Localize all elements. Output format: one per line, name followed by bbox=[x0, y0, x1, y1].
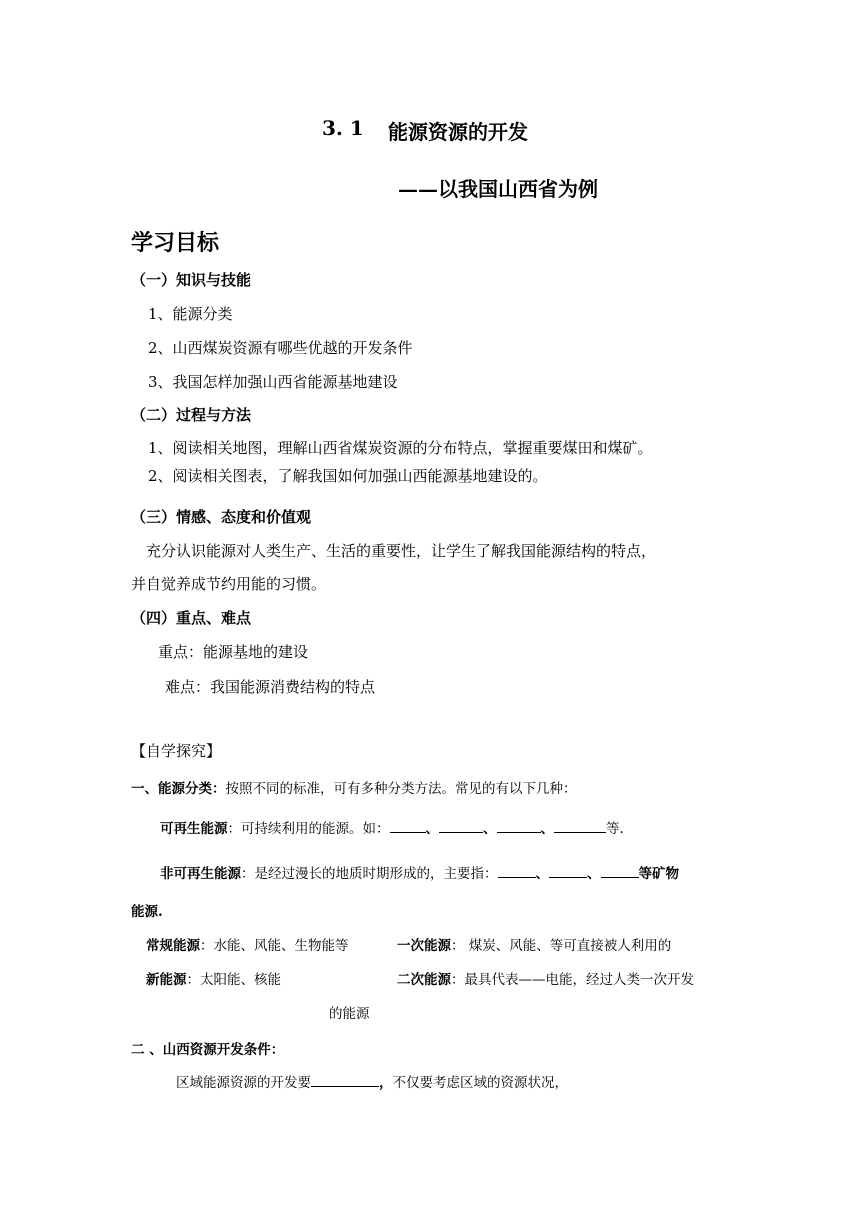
page-title: 能源资源的开发 bbox=[388, 120, 528, 144]
separator: 、 bbox=[483, 821, 497, 837]
nonrenewable-blank-1[interactable] bbox=[498, 863, 536, 878]
new-energy-text: ：太阳能、核能 bbox=[186, 972, 281, 988]
renewable-end: 等. bbox=[606, 821, 624, 837]
conventional-label: 常规能源 bbox=[146, 938, 200, 954]
separator: 、 bbox=[540, 821, 554, 837]
energy-classification-text: 按照不同的标准，可有多种分类方法。常见的有以下几种： bbox=[225, 781, 577, 797]
key-point: 重点：能源基地的建设 bbox=[158, 643, 309, 661]
conditions-comma: ， bbox=[379, 1075, 393, 1091]
section-values-heading: （三）情感、态度和价值观 bbox=[131, 508, 312, 526]
nonrenewable-label: 非可再生能源 bbox=[160, 866, 241, 882]
new-energy bbox=[146, 968, 281, 988]
secondary-energy bbox=[397, 968, 694, 988]
conditions-text-a: 区域能源资源的开发要 bbox=[176, 1075, 311, 1091]
primary-text: ： 煤炭、风能、等可直接被人利用的 bbox=[451, 938, 672, 954]
nonrenewable-end: 等矿物 bbox=[638, 866, 679, 882]
separator: 、 bbox=[587, 866, 601, 882]
process-item-2: 2、阅读相关图表，了解我国如何加强山西能源基地建设的。 bbox=[148, 467, 548, 485]
new-energy-label: 新能源 bbox=[146, 972, 187, 988]
energy-classification-label: 一、能源分类： bbox=[131, 781, 226, 797]
process-item-1: 1、阅读相关地图，理解山西省煤炭资源的分布特点，掌握重要煤田和煤矿。 bbox=[148, 439, 653, 457]
page-subtitle: ——以我国山西省为例 bbox=[398, 177, 598, 201]
shanxi-conditions-heading: 二 、山西资源开发条件： bbox=[131, 1042, 285, 1058]
title-number: 3. 1 bbox=[322, 116, 364, 140]
conditions-text-c: 不仅要考虑区域的资源状况， bbox=[392, 1075, 568, 1091]
renewable-label: 可再生能源 bbox=[160, 821, 228, 837]
nonrenewable-blank-3[interactable] bbox=[601, 863, 639, 878]
section-key-heading: （四）重点、难点 bbox=[131, 609, 252, 627]
section-knowledge-heading: （一）知识与技能 bbox=[131, 271, 252, 289]
renewable-text: ：可持续利用的能源。如： bbox=[227, 821, 390, 837]
primary-energy bbox=[397, 934, 671, 954]
secondary-label: 二次能源 bbox=[397, 972, 451, 988]
separator: 、 bbox=[425, 821, 439, 837]
primary-label: 一次能源 bbox=[397, 938, 451, 954]
renewable-blank-2[interactable] bbox=[439, 818, 483, 833]
secondary-text: ：最具代表——电能，经过人类一次开发 bbox=[451, 972, 694, 988]
nonrenewable-blank-2[interactable] bbox=[549, 863, 587, 878]
renewable-line bbox=[160, 817, 624, 837]
objectives-heading: 学习目标 bbox=[131, 230, 220, 256]
energy-classification-line bbox=[131, 777, 577, 797]
knowledge-item-1: 1、能源分类 bbox=[148, 305, 233, 323]
nonrenewable-continuation: 能源. bbox=[131, 904, 163, 920]
secondary-continuation: 的能源 bbox=[329, 1006, 370, 1022]
renewable-blank-1[interactable] bbox=[390, 818, 426, 833]
conditions-blank[interactable] bbox=[311, 1072, 379, 1087]
knowledge-item-2: 2、山西煤炭资源有哪些优越的开发条件 bbox=[148, 339, 413, 357]
conventional-text: ：水能、风能、生物能等 bbox=[200, 938, 349, 954]
renewable-blank-3[interactable] bbox=[497, 818, 541, 833]
conventional-energy bbox=[146, 934, 349, 954]
self-study-heading: 【自学探究】 bbox=[131, 742, 222, 760]
knowledge-item-3: 3、我国怎样加强山西省能源基地建设 bbox=[148, 373, 398, 391]
difficult-point: 难点：我国能源消费结构的特点 bbox=[165, 678, 376, 696]
values-line-2: 并自觉养成节约用能的习惯。 bbox=[131, 575, 327, 593]
shanxi-conditions-line bbox=[176, 1071, 568, 1091]
nonrenewable-text: ：是经过漫长的地质时期形成的，主要指： bbox=[241, 866, 498, 882]
nonrenewable-line bbox=[160, 862, 679, 882]
section-process-heading: （二）过程与方法 bbox=[131, 406, 252, 424]
separator: 、 bbox=[535, 866, 549, 882]
values-line-1: 充分认识能源对人类生产、生活的重要性，让学生了解我国能源结构的特点， bbox=[146, 542, 657, 560]
renewable-blank-4[interactable] bbox=[554, 818, 606, 833]
